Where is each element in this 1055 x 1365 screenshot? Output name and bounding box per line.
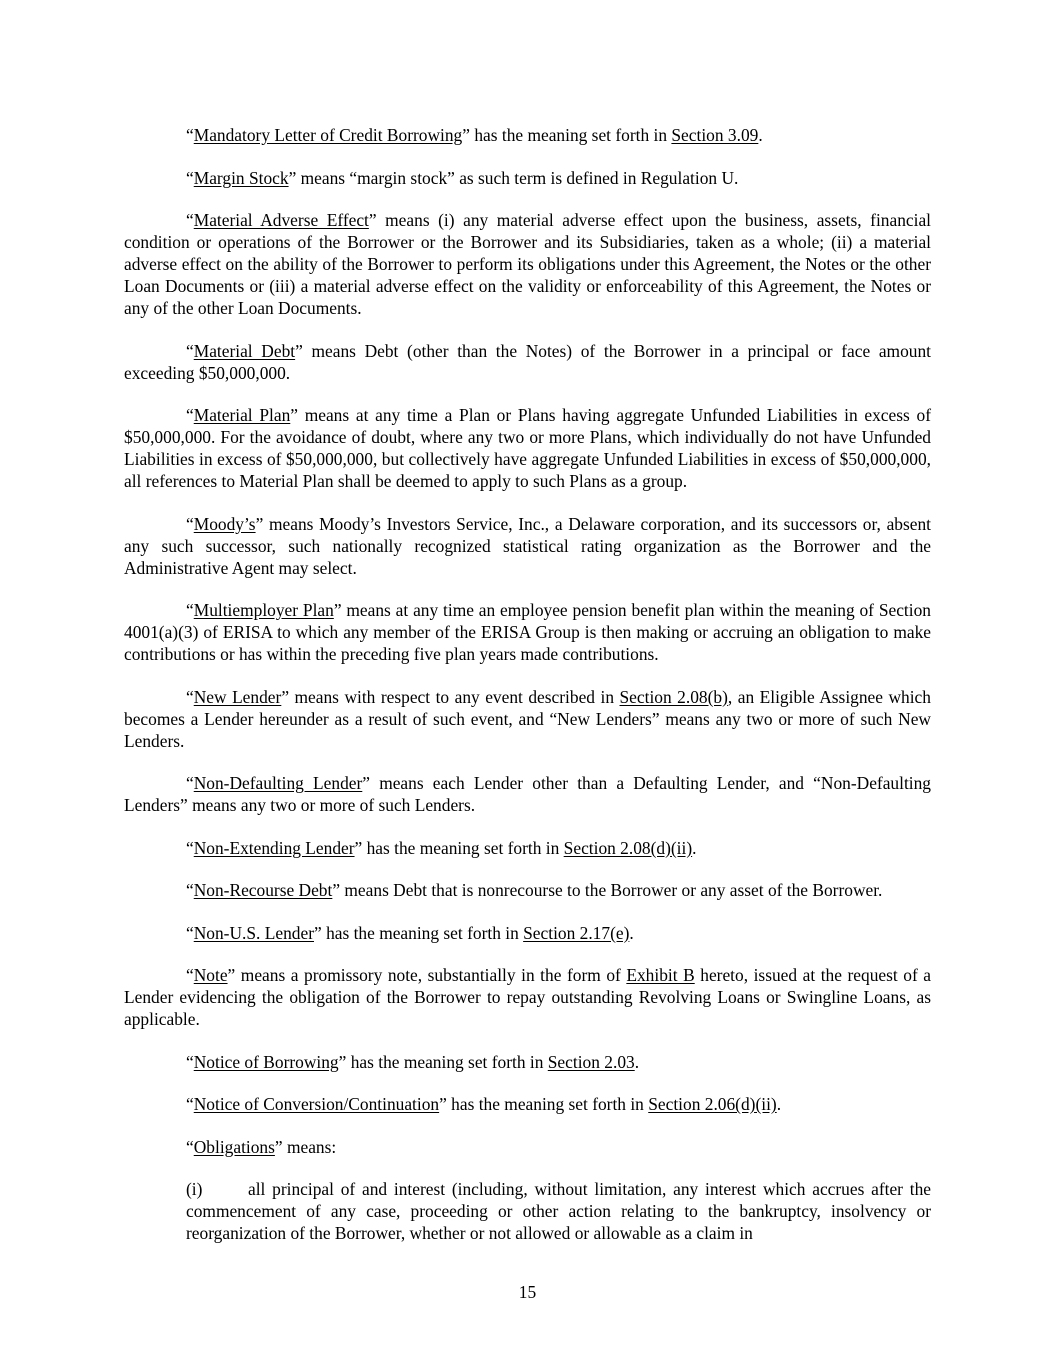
section-reference-link[interactable]: Section 2.08(d)(ii) bbox=[563, 837, 693, 858]
section-reference-link[interactable]: Section 2.08(b) bbox=[619, 686, 728, 707]
open-quote: “ bbox=[186, 1094, 194, 1114]
defined-term: Mandatory Letter of Credit Borrowing bbox=[193, 125, 463, 145]
document-page bbox=[124, 124, 931, 1244]
definition-text: ” means (i) any material adverse effect upon the business, assets, financial condition or operations of the Borrower or the Borrower and its Subsidiaries, taken as a whole; (ii) a material adverse effect on the ability of the Borrower to perform its obligations under this Agreement, the Notes or the other Loan Documents or (iii) a material adverse effect on the validity or enforceability of this Agreement, the Notes or any of the other Loan Documents. bbox=[124, 210, 931, 318]
definition-text: ” means “margin stock” as such term is defined in Regulation U. bbox=[288, 167, 739, 188]
definition-mandatory-lc-borrowing bbox=[124, 124, 931, 146]
defined-term: Non-Extending Lender bbox=[193, 837, 355, 858]
subclause-number: (i) bbox=[186, 1179, 203, 1199]
definition-notice-of-borrowing bbox=[124, 1051, 931, 1073]
open-quote: “ bbox=[186, 125, 194, 145]
definition-non-extending-lender bbox=[124, 837, 931, 859]
definition-text: ” means with respect to any event described in bbox=[281, 686, 620, 707]
defined-term: Material Debt bbox=[193, 340, 296, 361]
defined-term: Obligations bbox=[193, 1136, 275, 1157]
definition-text: , an Eligible Assignee which becomes a Lender hereunder as a result of such event, and “New Lenders” means any two or more of such New Lenders. bbox=[124, 686, 931, 751]
definition-text: . bbox=[776, 1094, 782, 1114]
defined-term: New Lender bbox=[193, 686, 282, 707]
open-quote: “ bbox=[186, 210, 194, 230]
open-quote: “ bbox=[186, 340, 194, 361]
subclause-text: all principal of and interest (including, without limitation, any interest which accrues after the commencement of any case, proceeding or other action relating to the bankruptcy, insolvency or reorganization of the Borrower, whether or not allowed or allowable as a claim in bbox=[186, 1179, 931, 1243]
defined-term: Multiemployer Plan bbox=[193, 600, 334, 620]
section-reference-link[interactable]: Section 2.03 bbox=[547, 1051, 635, 1072]
defined-term: Note bbox=[193, 965, 228, 985]
definition-text: ” has the meaning set forth in bbox=[354, 837, 564, 858]
definition-margin-stock bbox=[124, 167, 931, 189]
definition-text: . bbox=[692, 837, 697, 858]
defined-term: Material Plan bbox=[193, 405, 291, 425]
open-quote: “ bbox=[186, 600, 194, 620]
open-quote: “ bbox=[186, 880, 194, 900]
open-quote: “ bbox=[186, 1051, 194, 1072]
open-quote: “ bbox=[186, 837, 194, 858]
definition-text: ” means each Lender other than a Defaulting Lender, and “Non-Defaulting Lenders” means any two or more of such Lenders. bbox=[124, 773, 931, 815]
definition-non-defaulting-lender bbox=[124, 772, 931, 816]
definition-text: ” means at any time an employee pension benefit plan within the meaning of Section 4001(a)(3) of ERISA to which any member of the ERISA Group is then making or accruing an obligation to make contributions or has within the preceding five plan years made contributions. bbox=[124, 600, 931, 664]
definition-text: ” means a promissory note, substantially in the form of bbox=[227, 965, 627, 985]
definition-text: . bbox=[629, 922, 634, 943]
open-quote: “ bbox=[186, 405, 194, 425]
definition-text: ” has the meaning set forth in bbox=[338, 1051, 548, 1072]
definition-material-debt bbox=[124, 340, 931, 384]
definition-text: ” means at any time a Plan or Plans having aggregate Unfunded Liabilities in excess of $50,000,000. For the avoidance of doubt, where any two or more Plans, which individually do not have Unfunded Liabilities in excess of $50,000,000, but collectively have aggregate Unfunded Liabilities in excess of $50,000,000, all references to Material Plan shall be deemed to apply to such Plans as a group. bbox=[124, 405, 931, 491]
open-quote: “ bbox=[186, 922, 194, 943]
defined-term: Non-Defaulting Lender bbox=[193, 773, 363, 793]
definition-text: ” has the meaning set forth in bbox=[439, 1094, 649, 1114]
open-quote: “ bbox=[186, 965, 194, 985]
definition-new-lender bbox=[124, 686, 931, 752]
definition-obligations bbox=[124, 1136, 931, 1158]
definition-non-us-lender bbox=[124, 922, 931, 944]
exhibit-reference-link[interactable]: Exhibit B bbox=[626, 965, 695, 985]
definition-text: . bbox=[634, 1051, 640, 1072]
section-reference-link[interactable]: Section 2.06(d)(ii) bbox=[648, 1094, 777, 1114]
definition-material-adverse-effect bbox=[124, 209, 931, 319]
definition-text: ” has the meaning set forth in bbox=[314, 922, 524, 943]
obligations-subclause-i bbox=[124, 1178, 931, 1244]
defined-term: Material Adverse Effect bbox=[193, 210, 369, 230]
defined-term: Notice of Borrowing bbox=[193, 1051, 339, 1072]
definition-text: ” means: bbox=[274, 1136, 337, 1157]
definition-note bbox=[124, 964, 931, 1030]
defined-term: Notice of Conversion/Continuation bbox=[193, 1094, 440, 1114]
definition-material-plan bbox=[124, 404, 931, 492]
open-quote: “ bbox=[186, 773, 194, 793]
section-reference-link[interactable]: Section 3.09 bbox=[671, 125, 759, 145]
section-reference-link[interactable]: Section 2.17(e) bbox=[523, 922, 630, 943]
definition-text: ” means Moody’s Investors Service, Inc., a Delaware corporation, and its successors or, absent any such successor, such nationally recognized statistical rating organization as the Borrower and the Administrative Agent may select. bbox=[124, 513, 931, 578]
definition-text: ” has the meaning set forth in bbox=[462, 125, 672, 145]
definition-multiemployer-plan bbox=[124, 599, 931, 665]
open-quote: “ bbox=[186, 686, 194, 707]
definition-text: ” means Debt (other than the Notes) of the Borrower in a principal or face amount exceeding $50,000,000. bbox=[124, 340, 931, 383]
definition-text: hereto, issued at the request of a Lender evidencing the obligation of the Borrower to repay outstanding Revolving Loans or Swingline Loans, as applicable. bbox=[124, 965, 932, 1029]
page-number: 15 bbox=[518, 1282, 537, 1302]
open-quote: “ bbox=[186, 1136, 194, 1157]
open-quote: “ bbox=[186, 167, 194, 188]
definition-notice-of-conversion bbox=[124, 1093, 931, 1115]
defined-term: Margin Stock bbox=[193, 167, 289, 188]
definition-moodys bbox=[124, 513, 931, 579]
defined-term: Non-Recourse Debt bbox=[193, 880, 333, 900]
definition-text: ” means Debt that is nonrecourse to the Borrower or any asset of the Borrower. bbox=[332, 880, 883, 900]
defined-term: Non-U.S. Lender bbox=[193, 922, 314, 943]
definition-text: . bbox=[758, 125, 763, 145]
defined-term: Moody’s bbox=[193, 513, 256, 534]
open-quote: “ bbox=[186, 513, 194, 534]
definition-non-recourse-debt bbox=[124, 879, 931, 901]
